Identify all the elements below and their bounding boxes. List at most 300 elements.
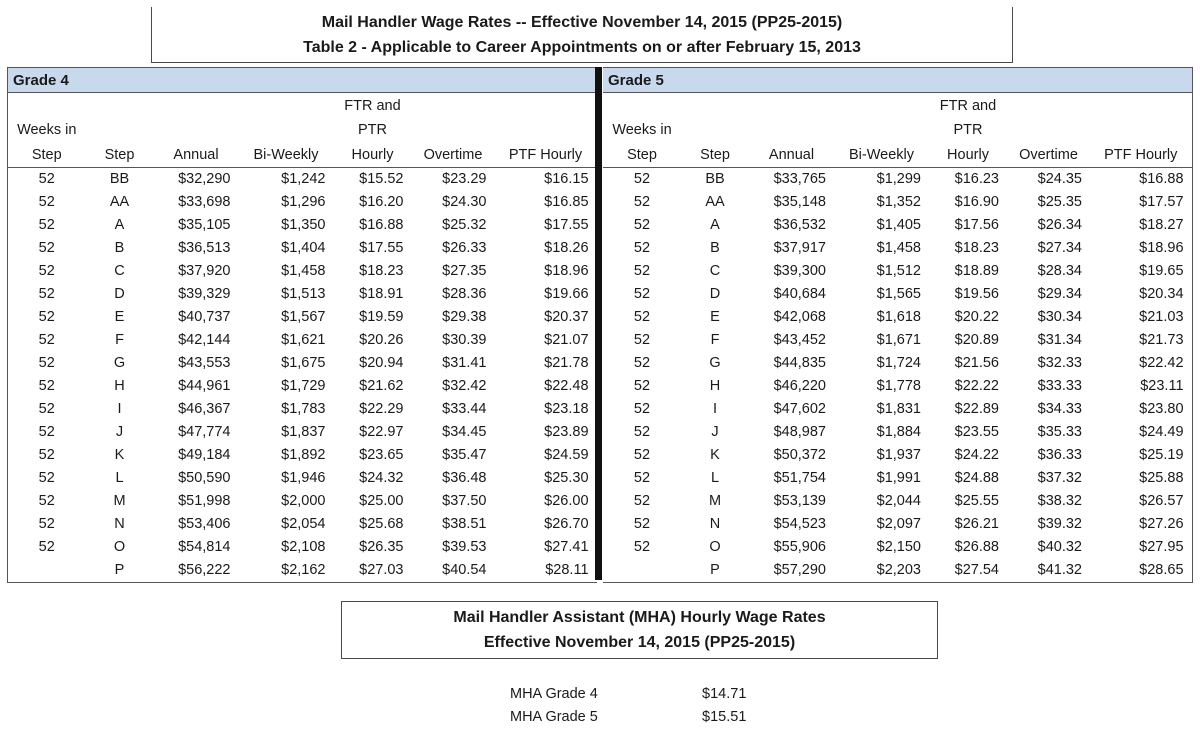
overtime-cell: $24.30 xyxy=(442,194,487,210)
table-row xyxy=(8,214,597,237)
col-header-ftr: Hourly xyxy=(334,142,412,167)
biweekly-cell: $1,458 xyxy=(876,240,921,256)
ptf-hourly-cell: $22.48 xyxy=(544,378,589,394)
annual-cell: $40,684 xyxy=(773,286,826,302)
ptf-hourly-cell: $23.11 xyxy=(1140,378,1184,394)
weeks-cell: 52 xyxy=(633,424,651,440)
mha-rates-list xyxy=(510,683,746,729)
weeks-cell: 52 xyxy=(633,309,651,325)
ptf-hourly-cell: $23.89 xyxy=(544,424,589,440)
ptf-hourly-cell: $21.03 xyxy=(1139,309,1184,325)
ptf-hourly-cell: $26.00 xyxy=(544,493,589,509)
table-row xyxy=(8,260,597,283)
hourly-cell: $22.22 xyxy=(954,378,999,394)
annual-cell: $42,144 xyxy=(178,332,231,348)
biweekly-cell: $1,618 xyxy=(876,309,921,325)
annual-cell: $54,814 xyxy=(178,539,231,555)
annual-cell: $50,372 xyxy=(773,447,826,463)
weeks-cell: 52 xyxy=(633,355,651,371)
step-cell: F xyxy=(710,332,720,348)
hourly-cell: $19.59 xyxy=(359,309,404,325)
overtime-cell: $29.34 xyxy=(1037,286,1082,302)
table-row xyxy=(603,214,1192,237)
biweekly-cell: $1,675 xyxy=(281,355,326,371)
hourly-cell: $20.89 xyxy=(954,332,999,348)
ptf-hourly-cell: $16.15 xyxy=(544,171,589,187)
biweekly-cell: $1,946 xyxy=(281,470,326,486)
biweekly-cell: $1,937 xyxy=(876,447,921,463)
weeks-cell: 52 xyxy=(633,240,651,256)
ptf-hourly-cell: $25.88 xyxy=(1139,470,1184,486)
ptf-hourly-cell: $21.73 xyxy=(1139,332,1184,348)
table-row xyxy=(603,329,1192,352)
hourly-cell: $24.22 xyxy=(954,447,999,463)
col-header-biweekly: Bi-Weekly xyxy=(239,142,334,167)
mha-title-box xyxy=(341,601,938,659)
biweekly-cell: $1,352 xyxy=(876,194,921,210)
weeks-cell: 52 xyxy=(38,309,55,325)
annual-cell: $48,987 xyxy=(773,424,826,440)
table-row xyxy=(8,490,597,513)
overtime-cell: $37.32 xyxy=(1037,470,1082,486)
annual-cell: $37,917 xyxy=(773,240,826,256)
overtime-cell: $25.35 xyxy=(1037,194,1082,210)
hourly-cell: $18.23 xyxy=(359,263,404,279)
weeks-cell: 52 xyxy=(633,263,651,279)
weeks-cell: 52 xyxy=(38,516,55,532)
annual-cell: $36,532 xyxy=(773,217,826,233)
hourly-cell: $20.22 xyxy=(954,309,999,325)
step-cell: AA xyxy=(109,194,130,210)
overtime-cell: $40.32 xyxy=(1037,539,1082,555)
biweekly-cell: $1,892 xyxy=(281,447,326,463)
annual-cell: $51,754 xyxy=(773,470,826,486)
ptf-hourly-cell: $23.80 xyxy=(1139,401,1184,417)
step-cell: I xyxy=(117,401,122,417)
ptf-hourly-cell: $16.88 xyxy=(1139,171,1184,187)
col-header-step: Step xyxy=(681,142,749,167)
overtime-cell: $34.33 xyxy=(1037,401,1082,417)
step-cell: AA xyxy=(705,194,725,210)
weeks-cell: 52 xyxy=(38,378,55,394)
mha-subtitle: Effective November 14, 2015 (PP25-2015) xyxy=(483,634,796,651)
overtime-cell: $29.38 xyxy=(442,309,487,325)
table-row xyxy=(8,513,597,536)
grade-5-table xyxy=(603,67,1193,583)
hourly-cell: $26.21 xyxy=(954,516,999,532)
biweekly-cell: $1,512 xyxy=(876,263,921,279)
hourly-cell: $15.52 xyxy=(359,171,404,187)
biweekly-cell: $1,837 xyxy=(281,424,326,440)
step-cell: G xyxy=(709,355,721,371)
annual-cell: $33,765 xyxy=(773,171,826,187)
mha-rate-label: MHA Grade 4 xyxy=(510,686,598,702)
annual-cell: $43,553 xyxy=(178,355,231,371)
biweekly-cell: $1,991 xyxy=(876,470,921,486)
table-row xyxy=(8,329,597,352)
hourly-cell: $22.89 xyxy=(954,401,999,417)
weeks-cell: 52 xyxy=(38,332,55,348)
table-row xyxy=(603,559,1192,583)
hourly-cell: $23.65 xyxy=(359,447,404,463)
weeks-cell: 52 xyxy=(633,493,651,509)
hourly-cell: $27.54 xyxy=(929,559,1007,583)
ptf-hourly-cell: $18.96 xyxy=(1139,240,1184,256)
col-header-ftr: FTR and xyxy=(344,97,401,114)
table-row xyxy=(8,421,597,444)
biweekly-cell: $2,000 xyxy=(281,493,326,509)
biweekly-cell: $1,729 xyxy=(281,378,326,394)
step-cell: E xyxy=(114,309,125,325)
step-cell: B xyxy=(114,240,125,256)
grade-4-header: Grade 4 xyxy=(8,68,597,93)
grade-4-table xyxy=(7,67,597,583)
biweekly-cell: $1,458 xyxy=(281,263,326,279)
weeks-cell: 52 xyxy=(38,240,55,256)
table-row xyxy=(603,444,1192,467)
weeks-cell: 52 xyxy=(38,493,55,509)
annual-cell: $39,300 xyxy=(773,263,826,279)
grade-5-header: Grade 5 xyxy=(603,68,1192,93)
weeks-cell: 52 xyxy=(38,424,55,440)
annual-cell: $33,698 xyxy=(178,194,231,210)
mha-rate-label: MHA Grade 5 xyxy=(510,709,598,725)
overtime-cell: $26.33 xyxy=(442,240,487,256)
ptf-hourly-cell: $26.57 xyxy=(1139,493,1184,509)
overtime-cell: $35.47 xyxy=(442,447,487,463)
overtime-cell: $38.32 xyxy=(1037,493,1082,509)
hourly-cell: $26.35 xyxy=(359,539,404,555)
weeks-cell: 52 xyxy=(633,401,651,417)
step-cell: BB xyxy=(705,171,725,187)
table-row xyxy=(8,398,597,421)
col-header-ptf: PTF Hourly xyxy=(495,142,597,167)
col-header-overtime: Overtime xyxy=(412,142,495,167)
annual-cell: $44,835 xyxy=(773,355,826,371)
weeks-cell: 52 xyxy=(633,470,651,486)
col-header-weeks: Step xyxy=(603,142,681,167)
weeks-cell: 52 xyxy=(38,401,55,417)
overtime-cell: $33.44 xyxy=(442,401,487,417)
overtime-cell: $27.34 xyxy=(1037,240,1082,256)
annual-cell: $46,220 xyxy=(773,378,826,394)
weeks-cell: 52 xyxy=(38,470,55,486)
table-row xyxy=(603,536,1192,559)
overtime-cell: $41.32 xyxy=(1007,559,1090,583)
biweekly-cell: $1,296 xyxy=(281,194,326,210)
overtime-cell: $27.35 xyxy=(442,263,487,279)
annual-cell: $49,184 xyxy=(178,447,231,463)
annual-cell: $37,920 xyxy=(178,263,231,279)
document-title-box xyxy=(151,7,1013,63)
table-divider xyxy=(595,67,602,580)
weeks-cell xyxy=(603,559,681,583)
weeks-cell: 52 xyxy=(38,217,55,233)
ptf-hourly-cell: $27.41 xyxy=(544,539,589,555)
annual-cell: $53,139 xyxy=(773,493,826,509)
ptf-hourly-cell: $23.18 xyxy=(544,401,589,417)
table-row xyxy=(603,375,1192,398)
step-cell: D xyxy=(709,286,721,302)
overtime-cell: $36.48 xyxy=(442,470,487,486)
weeks-cell: 52 xyxy=(38,171,55,187)
mha-title: Mail Handler Assistant (MHA) Hourly Wage Rates xyxy=(453,609,826,626)
hourly-cell: $17.55 xyxy=(359,240,404,256)
step-cell: BB xyxy=(109,171,130,187)
table-row xyxy=(603,513,1192,536)
step-cell: C xyxy=(709,263,721,279)
ptf-hourly-cell: $27.95 xyxy=(1139,539,1184,555)
biweekly-cell: $1,404 xyxy=(281,240,326,256)
ptf-hourly-cell: $20.34 xyxy=(1139,286,1184,302)
step-cell: N xyxy=(114,516,125,532)
biweekly-cell: $1,783 xyxy=(281,401,326,417)
ptf-hourly-cell: $21.78 xyxy=(544,355,589,371)
overtime-cell: $28.34 xyxy=(1037,263,1082,279)
hourly-cell: $16.90 xyxy=(954,194,999,210)
biweekly-cell: $2,150 xyxy=(876,539,921,555)
weeks-cell: 52 xyxy=(38,286,55,302)
hourly-cell: $25.55 xyxy=(954,493,999,509)
annual-cell: $44,961 xyxy=(178,378,231,394)
hourly-cell: $22.97 xyxy=(359,424,404,440)
ptf-hourly-cell: $26.70 xyxy=(544,516,589,532)
annual-cell: $56,222 xyxy=(154,559,239,583)
hourly-cell: $16.20 xyxy=(359,194,404,210)
overtime-cell: $39.32 xyxy=(1037,516,1082,532)
annual-cell: $35,105 xyxy=(178,217,231,233)
overtime-cell: $32.33 xyxy=(1037,355,1082,371)
document-title: Mail Handler Wage Rates -- Effective November 14, 2015 (PP25-2015) xyxy=(321,14,843,31)
step-cell: O xyxy=(709,539,721,555)
overtime-cell: $26.34 xyxy=(1037,217,1082,233)
hourly-cell: $17.56 xyxy=(954,217,999,233)
hourly-cell: $24.32 xyxy=(359,470,404,486)
step-cell: P xyxy=(86,559,154,583)
annual-cell: $57,290 xyxy=(749,559,834,583)
hourly-cell: $21.62 xyxy=(359,378,404,394)
col-header-ftr: Hourly xyxy=(929,142,1007,167)
table-row xyxy=(603,306,1192,329)
step-cell: F xyxy=(115,332,124,348)
step-cell: K xyxy=(710,447,720,463)
ptf-hourly-cell: $28.65 xyxy=(1090,559,1192,583)
ptf-hourly-cell: $17.55 xyxy=(544,217,589,233)
annual-cell: $47,602 xyxy=(773,401,826,417)
mha-rate-value: $14.71 xyxy=(702,686,747,702)
overtime-cell: $28.36 xyxy=(442,286,487,302)
weeks-cell: 52 xyxy=(633,286,651,302)
biweekly-cell: $1,405 xyxy=(876,217,921,233)
table-row xyxy=(603,237,1192,260)
ptf-hourly-cell: $25.19 xyxy=(1139,447,1184,463)
hourly-cell: $18.91 xyxy=(359,286,404,302)
mha-rate-value: $15.51 xyxy=(702,709,747,725)
table-row xyxy=(603,467,1192,490)
hourly-cell: $16.88 xyxy=(359,217,404,233)
overtime-cell: $33.33 xyxy=(1037,378,1082,394)
ptf-hourly-cell: $24.49 xyxy=(1139,424,1184,440)
ptf-hourly-cell: $28.11 xyxy=(495,559,597,583)
annual-cell: $42,068 xyxy=(773,309,826,325)
hourly-cell: $16.23 xyxy=(954,171,999,187)
weeks-cell: 52 xyxy=(38,539,55,555)
hourly-cell: $23.55 xyxy=(954,424,999,440)
weeks-cell: 52 xyxy=(633,217,651,233)
overtime-cell: $38.51 xyxy=(442,516,487,532)
ptf-hourly-cell: $17.57 xyxy=(1139,194,1184,210)
step-cell: A xyxy=(114,217,125,233)
step-cell: J xyxy=(711,424,719,440)
overtime-cell: $30.39 xyxy=(442,332,487,348)
hourly-cell: $26.88 xyxy=(954,539,999,555)
table-row xyxy=(8,444,597,467)
step-cell: M xyxy=(113,493,126,509)
step-cell: A xyxy=(710,217,720,233)
ptf-hourly-cell: $18.26 xyxy=(544,240,589,256)
table-row xyxy=(603,283,1192,306)
step-cell: G xyxy=(113,355,126,371)
hourly-cell: $22.29 xyxy=(359,401,404,417)
hourly-cell: $27.03 xyxy=(334,559,412,583)
table-row xyxy=(8,559,597,583)
annual-cell: $46,367 xyxy=(178,401,231,417)
hourly-cell: $19.56 xyxy=(954,286,999,302)
ptf-hourly-cell: $21.07 xyxy=(544,332,589,348)
col-header-weeks: Weeks in xyxy=(612,122,672,138)
hourly-cell: $18.89 xyxy=(954,263,999,279)
ptf-hourly-cell: $18.96 xyxy=(544,263,589,279)
biweekly-cell: $1,299 xyxy=(876,171,921,187)
annual-cell: $36,513 xyxy=(178,240,231,256)
table-row xyxy=(603,421,1192,444)
col-header-ftr: PTR xyxy=(953,122,983,138)
step-cell: H xyxy=(709,378,721,394)
hourly-cell: $20.94 xyxy=(359,355,404,371)
table-row xyxy=(8,306,597,329)
overtime-cell: $24.35 xyxy=(1037,171,1082,187)
annual-cell: $51,998 xyxy=(178,493,231,509)
annual-cell: $35,148 xyxy=(773,194,826,210)
step-cell: O xyxy=(113,539,126,555)
hourly-cell: $21.56 xyxy=(954,355,999,371)
annual-cell: $54,523 xyxy=(773,516,826,532)
weeks-cell xyxy=(8,559,86,583)
table-row xyxy=(8,167,597,191)
ptf-hourly-cell: $19.65 xyxy=(1139,263,1184,279)
col-header-overtime: Overtime xyxy=(1007,142,1090,167)
col-header-weeks: Step xyxy=(8,142,86,167)
biweekly-cell: $2,108 xyxy=(281,539,326,555)
annual-cell: $32,290 xyxy=(178,171,231,187)
annual-cell: $55,906 xyxy=(773,539,826,555)
annual-cell: $53,406 xyxy=(178,516,231,532)
step-cell: L xyxy=(710,470,720,486)
table-row xyxy=(8,536,597,559)
step-cell: E xyxy=(710,309,720,325)
step-cell: N xyxy=(709,516,721,532)
hourly-cell: $20.26 xyxy=(359,332,404,348)
col-header-annual: Annual xyxy=(749,142,834,167)
table-row xyxy=(603,260,1192,283)
ptf-hourly-cell: $19.66 xyxy=(544,286,589,302)
step-cell: J xyxy=(115,424,124,440)
biweekly-cell: $1,778 xyxy=(876,378,921,394)
weeks-cell: 52 xyxy=(38,194,55,210)
weeks-cell: 52 xyxy=(633,516,651,532)
biweekly-cell: $1,242 xyxy=(281,171,326,187)
step-cell: K xyxy=(114,447,125,463)
overtime-cell: $36.33 xyxy=(1037,447,1082,463)
biweekly-cell: $1,831 xyxy=(876,401,921,417)
table-row xyxy=(8,352,597,375)
overtime-cell: $35.33 xyxy=(1037,424,1082,440)
ptf-hourly-cell: $18.27 xyxy=(1139,217,1184,233)
table-row xyxy=(8,191,597,214)
biweekly-cell: $1,567 xyxy=(281,309,326,325)
ptf-hourly-cell: $20.37 xyxy=(544,309,589,325)
biweekly-cell: $2,097 xyxy=(876,516,921,532)
biweekly-cell: $1,884 xyxy=(876,424,921,440)
table-row xyxy=(603,398,1192,421)
overtime-cell: $37.50 xyxy=(442,493,487,509)
weeks-cell: 52 xyxy=(633,171,651,187)
step-cell: I xyxy=(712,401,718,417)
biweekly-cell: $2,203 xyxy=(834,559,929,583)
annual-cell: $50,590 xyxy=(178,470,231,486)
weeks-cell: 52 xyxy=(633,332,651,348)
table-row xyxy=(8,467,597,490)
overtime-cell: $39.53 xyxy=(442,539,487,555)
ptf-hourly-cell: $24.59 xyxy=(544,447,589,463)
weeks-cell: 52 xyxy=(633,378,651,394)
col-header-ftr: PTR xyxy=(358,122,387,138)
overtime-cell: $31.34 xyxy=(1037,332,1082,348)
overtime-cell: $25.32 xyxy=(442,217,487,233)
weeks-cell: 52 xyxy=(38,355,55,371)
col-header-weeks: Weeks in xyxy=(17,122,77,138)
col-header-ptf: PTF Hourly xyxy=(1090,142,1192,167)
biweekly-cell: $1,513 xyxy=(281,286,326,302)
step-cell: C xyxy=(114,263,125,279)
col-header-annual: Annual xyxy=(154,142,239,167)
step-cell: P xyxy=(681,559,749,583)
step-cell: H xyxy=(114,378,125,394)
biweekly-cell: $1,621 xyxy=(281,332,326,348)
mha-rate-row xyxy=(510,706,746,729)
col-header-ftr: FTR and xyxy=(939,97,997,114)
table-row xyxy=(8,375,597,398)
weeks-cell: 52 xyxy=(633,447,651,463)
ptf-hourly-cell: $27.26 xyxy=(1139,516,1184,532)
document-subtitle: Table 2 - Applicable to Career Appointments on or after February 15, 2013 xyxy=(303,39,861,56)
biweekly-cell: $1,671 xyxy=(876,332,921,348)
annual-cell: $40,737 xyxy=(178,309,231,325)
overtime-cell: $34.45 xyxy=(442,424,487,440)
biweekly-cell: $1,724 xyxy=(876,355,921,371)
annual-cell: $39,329 xyxy=(178,286,231,302)
col-header-step: Step xyxy=(86,142,154,167)
biweekly-cell: $2,162 xyxy=(239,559,334,583)
table-row xyxy=(603,191,1192,214)
overtime-cell: $40.54 xyxy=(412,559,495,583)
weeks-cell: 52 xyxy=(38,447,55,463)
annual-cell: $47,774 xyxy=(178,424,231,440)
weeks-cell: 52 xyxy=(633,539,651,555)
table-row xyxy=(8,237,597,260)
table-row xyxy=(603,167,1192,191)
col-header-biweekly: Bi-Weekly xyxy=(834,142,929,167)
